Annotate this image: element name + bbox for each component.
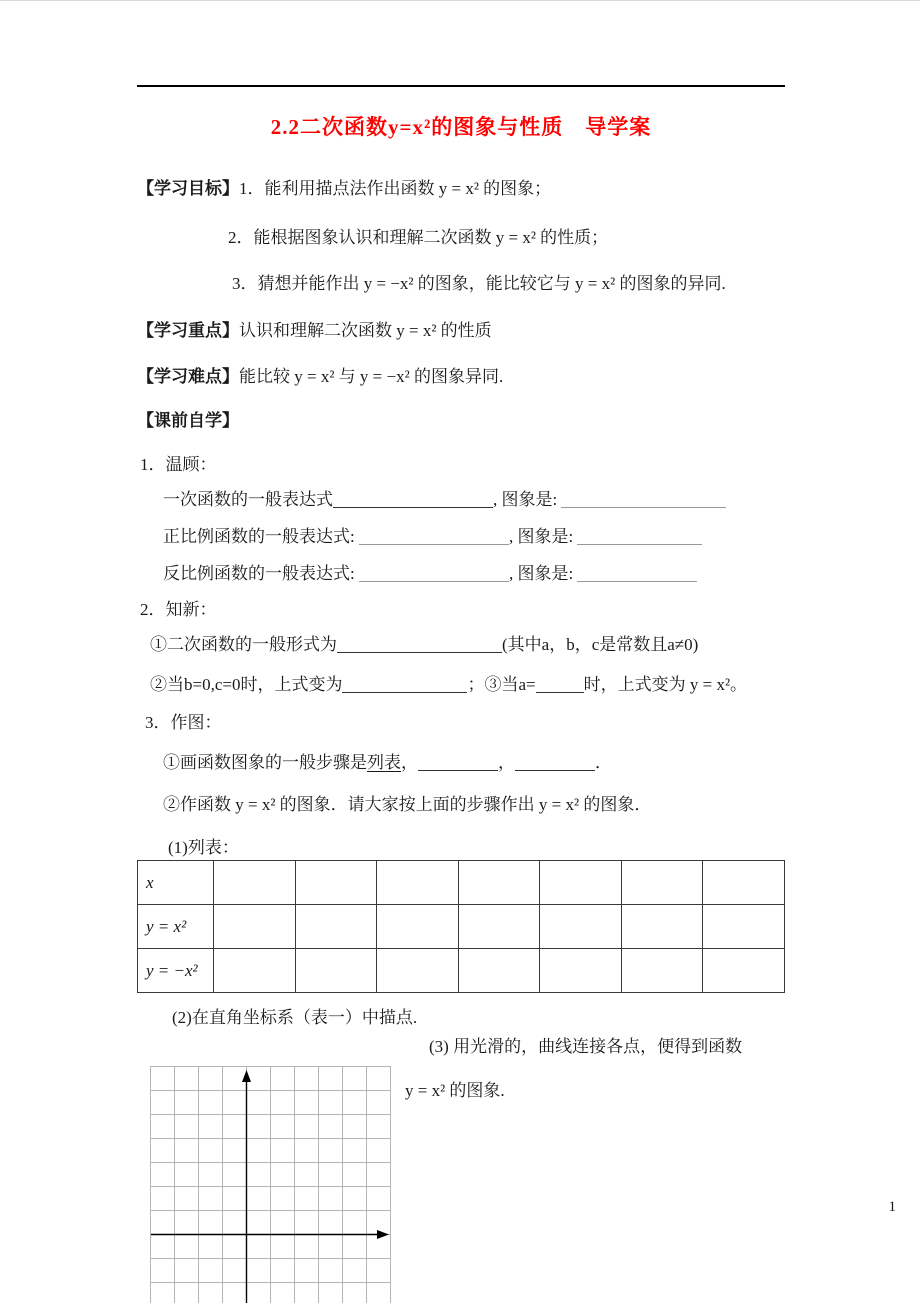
document-content bbox=[0, 85, 920, 1030]
values-table bbox=[137, 860, 785, 993]
review-line-2 bbox=[163, 525, 785, 549]
drawing-task: ②作函数 y = x² 的图象．请大家按上面的步骤作出 y = x² 的图象． bbox=[163, 795, 652, 814]
blank-line bbox=[418, 756, 498, 771]
table-cell bbox=[377, 861, 459, 905]
blank-line bbox=[536, 678, 584, 693]
page-title: 2.2二次函数y=x²的图象与性质 导学案 bbox=[270, 115, 652, 139]
key-point-text: 认识和理解二次函数 y = x² 的性质 bbox=[239, 321, 492, 340]
q2-mid: ；③当a= bbox=[467, 675, 536, 694]
coordinate-grid-area bbox=[150, 1066, 391, 1303]
drawing-heading: 3．作图： bbox=[145, 713, 222, 732]
table-cell bbox=[377, 949, 459, 993]
y-axis-arrow-icon bbox=[242, 1070, 251, 1082]
review-heading: 1．温顾： bbox=[140, 455, 217, 474]
row-header-y2: y = −x² bbox=[138, 949, 214, 993]
table-cell bbox=[458, 949, 540, 993]
blank-line bbox=[342, 678, 467, 693]
coordinate-axes bbox=[150, 1066, 391, 1303]
goals-label: 【学习目标】 bbox=[137, 179, 239, 198]
curve-instruction-line-1: (3) 用光滑的，曲线连接各点，便得到函数 bbox=[429, 1037, 743, 1056]
review-line-1-mid: , 图象是: bbox=[493, 490, 562, 509]
table-cell bbox=[214, 861, 296, 905]
steps-text: ①画函数图象的一般步骤是 bbox=[163, 753, 367, 772]
difficult-point-text: 能比较 y = x² 与 y = −x² 的图象异同. bbox=[239, 367, 504, 386]
table-label: (1)列表： bbox=[168, 838, 239, 857]
table-cell bbox=[621, 861, 703, 905]
row-header-x: x bbox=[138, 861, 214, 905]
key-point-line bbox=[137, 319, 785, 343]
new-knowledge-q2 bbox=[150, 673, 785, 697]
table-cell bbox=[295, 949, 377, 993]
table-cell bbox=[377, 905, 459, 949]
goals-line-1 bbox=[137, 177, 785, 201]
table-cell bbox=[295, 905, 377, 949]
blank-line bbox=[337, 638, 502, 653]
table-cell bbox=[295, 861, 377, 905]
table-cell bbox=[458, 861, 540, 905]
review-line-3 bbox=[163, 562, 785, 586]
table-cell bbox=[540, 861, 622, 905]
blank-line bbox=[359, 567, 509, 582]
table-cell bbox=[703, 949, 785, 993]
plot-instruction: (2)在直角坐标系（表一）中描点. bbox=[172, 1008, 418, 1027]
steps-underlined-word: 列表 bbox=[367, 753, 401, 772]
table-row-y1 bbox=[138, 905, 785, 949]
review-line-3-text: 反比例函数的一般表达式: bbox=[163, 564, 359, 583]
table-cell bbox=[540, 949, 622, 993]
review-line-2-mid: , 图象是: bbox=[508, 527, 578, 546]
blank-line bbox=[359, 530, 509, 545]
x-axis-arrow-icon bbox=[377, 1230, 389, 1239]
table-cell bbox=[214, 905, 296, 949]
q1-text: ①二次函数的一般形式为 bbox=[150, 635, 337, 654]
steps-comma-2: ， bbox=[498, 753, 515, 772]
blank-line bbox=[333, 493, 493, 508]
review-line-3-mid: , 图象是: bbox=[508, 564, 578, 583]
table-row-y2 bbox=[138, 949, 785, 993]
review-line-1-text: 一次函数的一般表达式 bbox=[163, 490, 333, 509]
table-cell bbox=[540, 905, 622, 949]
steps-comma-1: ， bbox=[401, 753, 418, 772]
drawing-steps bbox=[163, 751, 785, 775]
blank-line bbox=[577, 567, 697, 582]
blank-line bbox=[515, 756, 595, 771]
steps-end: ． bbox=[595, 753, 612, 772]
review-line-1 bbox=[163, 488, 785, 512]
key-point-label: 【学习重点】 bbox=[137, 321, 239, 340]
header-rule bbox=[137, 85, 785, 87]
table-cell bbox=[703, 861, 785, 905]
new-knowledge-heading: 2．知新： bbox=[140, 600, 217, 619]
table-cell bbox=[703, 905, 785, 949]
review-line-2-text: 正比例函数的一般表达式: bbox=[163, 527, 359, 546]
pre-study-heading bbox=[137, 409, 785, 433]
difficult-point-line bbox=[137, 365, 785, 389]
row-header-y1: y = x² bbox=[138, 905, 214, 949]
table-cell bbox=[621, 949, 703, 993]
difficult-point-label: 【学习难点】 bbox=[137, 367, 239, 386]
page-number: 1 bbox=[888, 1199, 896, 1215]
new-knowledge-q1 bbox=[150, 633, 785, 657]
q2-after: 时，上式变为 y = x²。 bbox=[583, 675, 748, 694]
q2-text: ②当b=0,c=0时，上式变为 bbox=[150, 675, 343, 694]
curve-instruction-line-2: y = x² 的图象. bbox=[405, 1081, 505, 1100]
goals-item-1: 1．能利用描点法作出函数 y = x² 的图象； bbox=[239, 179, 552, 198]
blank-line bbox=[577, 530, 702, 545]
curve-instruction-block bbox=[405, 1035, 835, 1103]
table-cell bbox=[621, 905, 703, 949]
pre-study-label: 【课前自学】 bbox=[137, 411, 239, 430]
q1-after: (其中a，b，c是常数且a≠0) bbox=[502, 635, 699, 654]
blank-line bbox=[561, 493, 726, 508]
table-cell bbox=[214, 949, 296, 993]
goals-item-2: 2．能根据图象认识和理解二次函数 y = x² 的性质； bbox=[228, 228, 609, 247]
goals-item-3: 3．猜想并能作出 y = −x² 的图象，能比较它与 y = x² 的图象的异同. bbox=[232, 274, 726, 293]
table-row-x bbox=[138, 861, 785, 905]
table-cell bbox=[458, 905, 540, 949]
